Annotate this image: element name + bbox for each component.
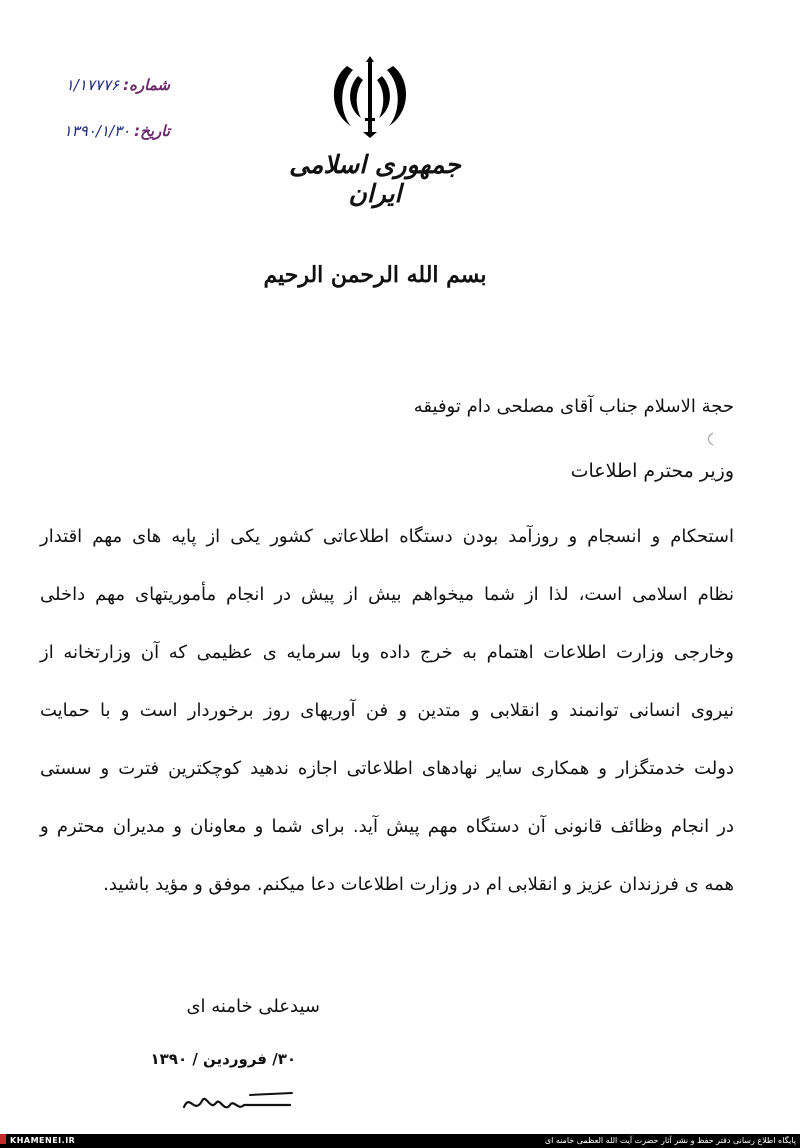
number-value: ۱/۱۷۷۷۶ — [65, 76, 120, 94]
body-line: دولت خدمتگزار و همکاری سایر نهادهای اطلاعاتی اجازه ندهید کوچکترین فترت و سستی — [40, 758, 734, 779]
signatory-name: سیدعلی خامنه ای — [186, 996, 320, 1017]
footer-text: پایگاه اطلاع رسانی دفتر حفظ و نشر آثار حضرت آیت الله العظمی خامنه ای — [544, 1136, 796, 1145]
site-logo-icon — [0, 1134, 6, 1144]
body-line: در انجام وظائف قانونی آن دستگاه مهم پیش آید. برای شما و معاونان و مدیران محترم و — [40, 816, 734, 837]
date-row — [50, 108, 170, 154]
body-line: نیروی انسانی توانمند و انقلابی و متدین و فن آوریهای روز برخوردار است و با حمایت — [40, 700, 734, 721]
basmala: بسم الله الرحمن الرحیم — [263, 262, 487, 288]
addressee: حجة الاسلام جناب آقای مصلحی دام توفیقه — [413, 396, 734, 417]
footer-bar — [0, 1134, 800, 1148]
recipient-title: وزیر محترم اطلاعات — [570, 460, 734, 482]
country-name: جمهوری اسلامی ایران — [289, 150, 461, 208]
signature-date: ۳۰/ فروردین / ۱۳۹۰ — [150, 1050, 296, 1068]
body-line: نظام اسلامی است، لذا از شما میخواهم بیش از پیش در انجام مأموریتهای مهم داخلی — [40, 584, 734, 605]
body-line: وخارجی وزارت اطلاعات اهتمام به خرج داده وبا سرمایه ی عظیمی که آن وزارتخانه از — [40, 642, 734, 663]
letter-meta — [50, 62, 170, 154]
footer-site: KHAMENEI.IR — [10, 1136, 76, 1145]
date-value: ۱۳۹۰/۱/۳۰ — [63, 122, 131, 140]
number-row — [50, 62, 170, 108]
date-label: تاریخ: — [134, 122, 170, 140]
body-line: همه ی فرزندان عزیز و انقلابی ام در وزارت اطلاعات دعا میکنم. موفق و مؤید باشید. — [103, 874, 734, 895]
emblem-icon — [325, 56, 415, 140]
handwritten-signature — [180, 1085, 300, 1121]
number-label: شماره: — [123, 76, 170, 94]
margin-mark-icon — [704, 432, 716, 446]
letter-body — [40, 520, 734, 926]
body-line: استحکام و انسجام و روزآمد بودن دستگاه اطلاعاتی کشور یکی از پایه های مهم اقتدار — [40, 526, 734, 547]
